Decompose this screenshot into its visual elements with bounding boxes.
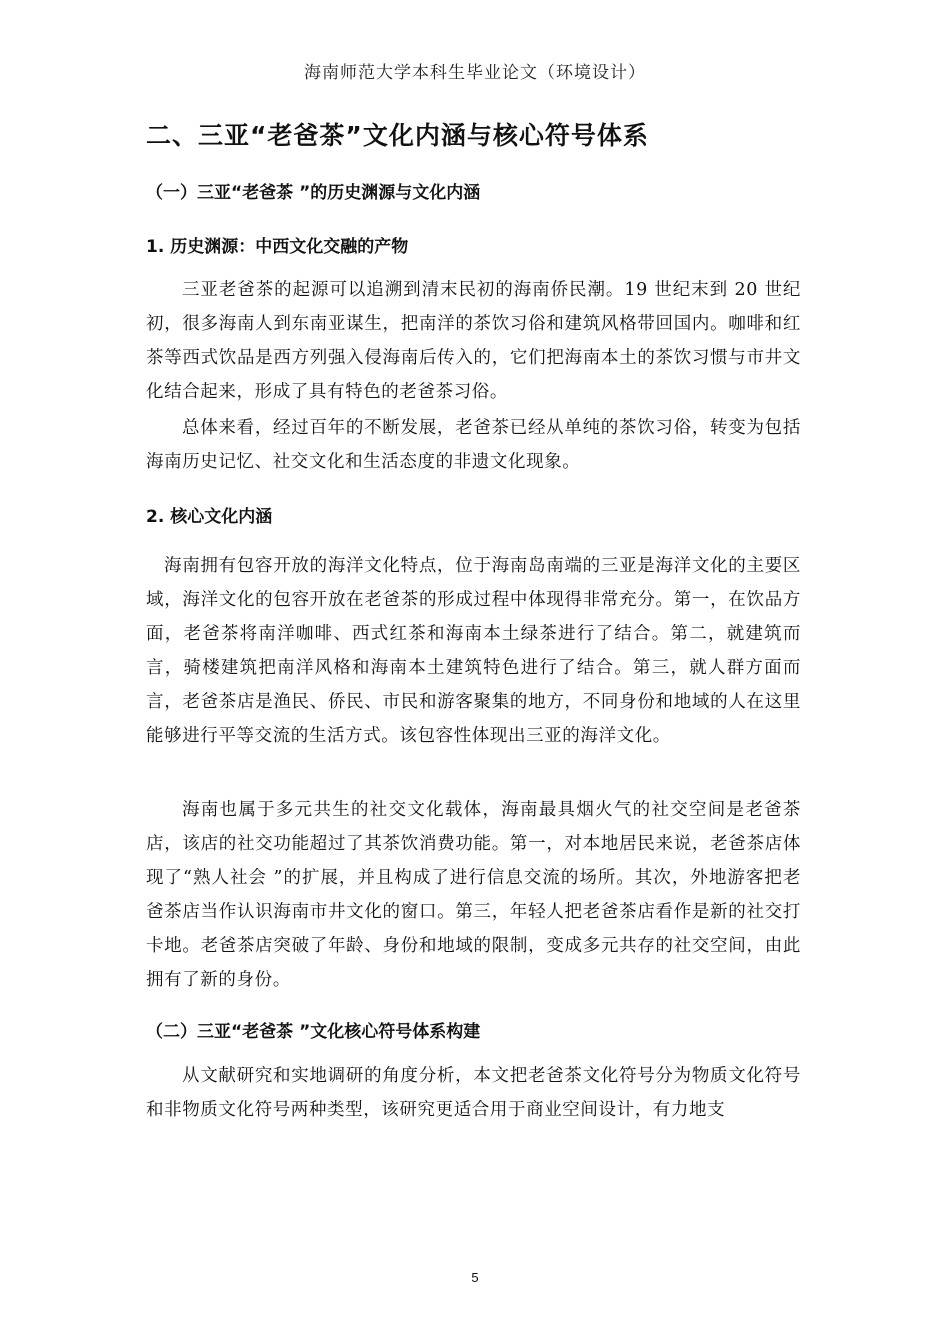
running-header: 海南师范大学本科生毕业论文（环境设计） bbox=[304, 63, 646, 83]
body-paragraph: 从文献研究和实地调研的角度分析，本文把老爸茶文化符号分为物质文化符号和非物质文化符号两种类型，该研究更适合用于商业空间设计，有力地支 bbox=[146, 1066, 801, 1120]
point-heading-1: 1. 历史渊源：中西文化交融的产物 bbox=[146, 237, 409, 257]
body-paragraph: 海南也属于多元共生的社交文化载体，海南最具烟火气的社交空间是老爸茶店，该店的社交功能超过了其茶饮消费功能。第一，对本地居民来说，老爸茶店体现了“熟人社会 ”的扩展，并且构成了进行信息交流的场所。其次，外地游客把老爸茶店当作认识海南市井文化的窗口。第三，年轻人把老爸茶店看作是新的社交打卡地。老爸茶店突破了年龄、身份和地域的限制，变成多元共存的社交空间，由此拥有了新的身份。 bbox=[146, 800, 801, 990]
chapter-heading: 二、三亚“老爸茶”文化内涵与核心符号体系 bbox=[146, 121, 649, 150]
page-number: 5 bbox=[471, 1270, 479, 1285]
point-heading-2: 2. 核心文化内涵 bbox=[146, 507, 273, 527]
subsection-heading-1: （一）三亚“老爸茶 ”的历史渊源与文化内涵 bbox=[146, 183, 481, 203]
body-paragraph: 三亚老爸茶的起源可以追溯到清末民初的海南侨民潮。19 世纪末到 20 世纪初，很多海南人到东南亚谋生，把南洋的茶饮习俗和建筑风格带回国内。咖啡和红茶等西式饮品是西方列强入侵海南后传入的，它们把海南本土的茶饮习惯与市井文化结合起来，形成了具有特色的老爸茶习俗。 bbox=[146, 280, 801, 402]
body-paragraph: 海南拥有包容开放的海洋文化特点，位于海南岛南端的三亚是海洋文化的主要区域，海洋文化的包容开放在老爸茶的形成过程中体现得非常充分。第一，在饮品方面，老爸茶将南洋咖啡、西式红茶和海南本土绿茶进行了结合。第二，就建筑而言，骑楼建筑把南洋风格和海南本土建筑特色进行了结合。第三，就人群方面而言，老爸茶店是渔民、侨民、市民和游客聚集的地方，不同身份和地域的人在这里能够进行平等交流的生活方式。该包容性体现出三亚的海洋文化。 bbox=[146, 556, 801, 746]
subsection-heading-2: （二）三亚“老爸茶 ”文化核心符号体系构建 bbox=[146, 1022, 481, 1042]
body-paragraph: 总体来看，经过百年的不断发展，老爸茶已经从单纯的茶饮习俗，转变为包括海南历史记忆、社交文化和生活态度的非遗文化现象。 bbox=[146, 418, 801, 472]
